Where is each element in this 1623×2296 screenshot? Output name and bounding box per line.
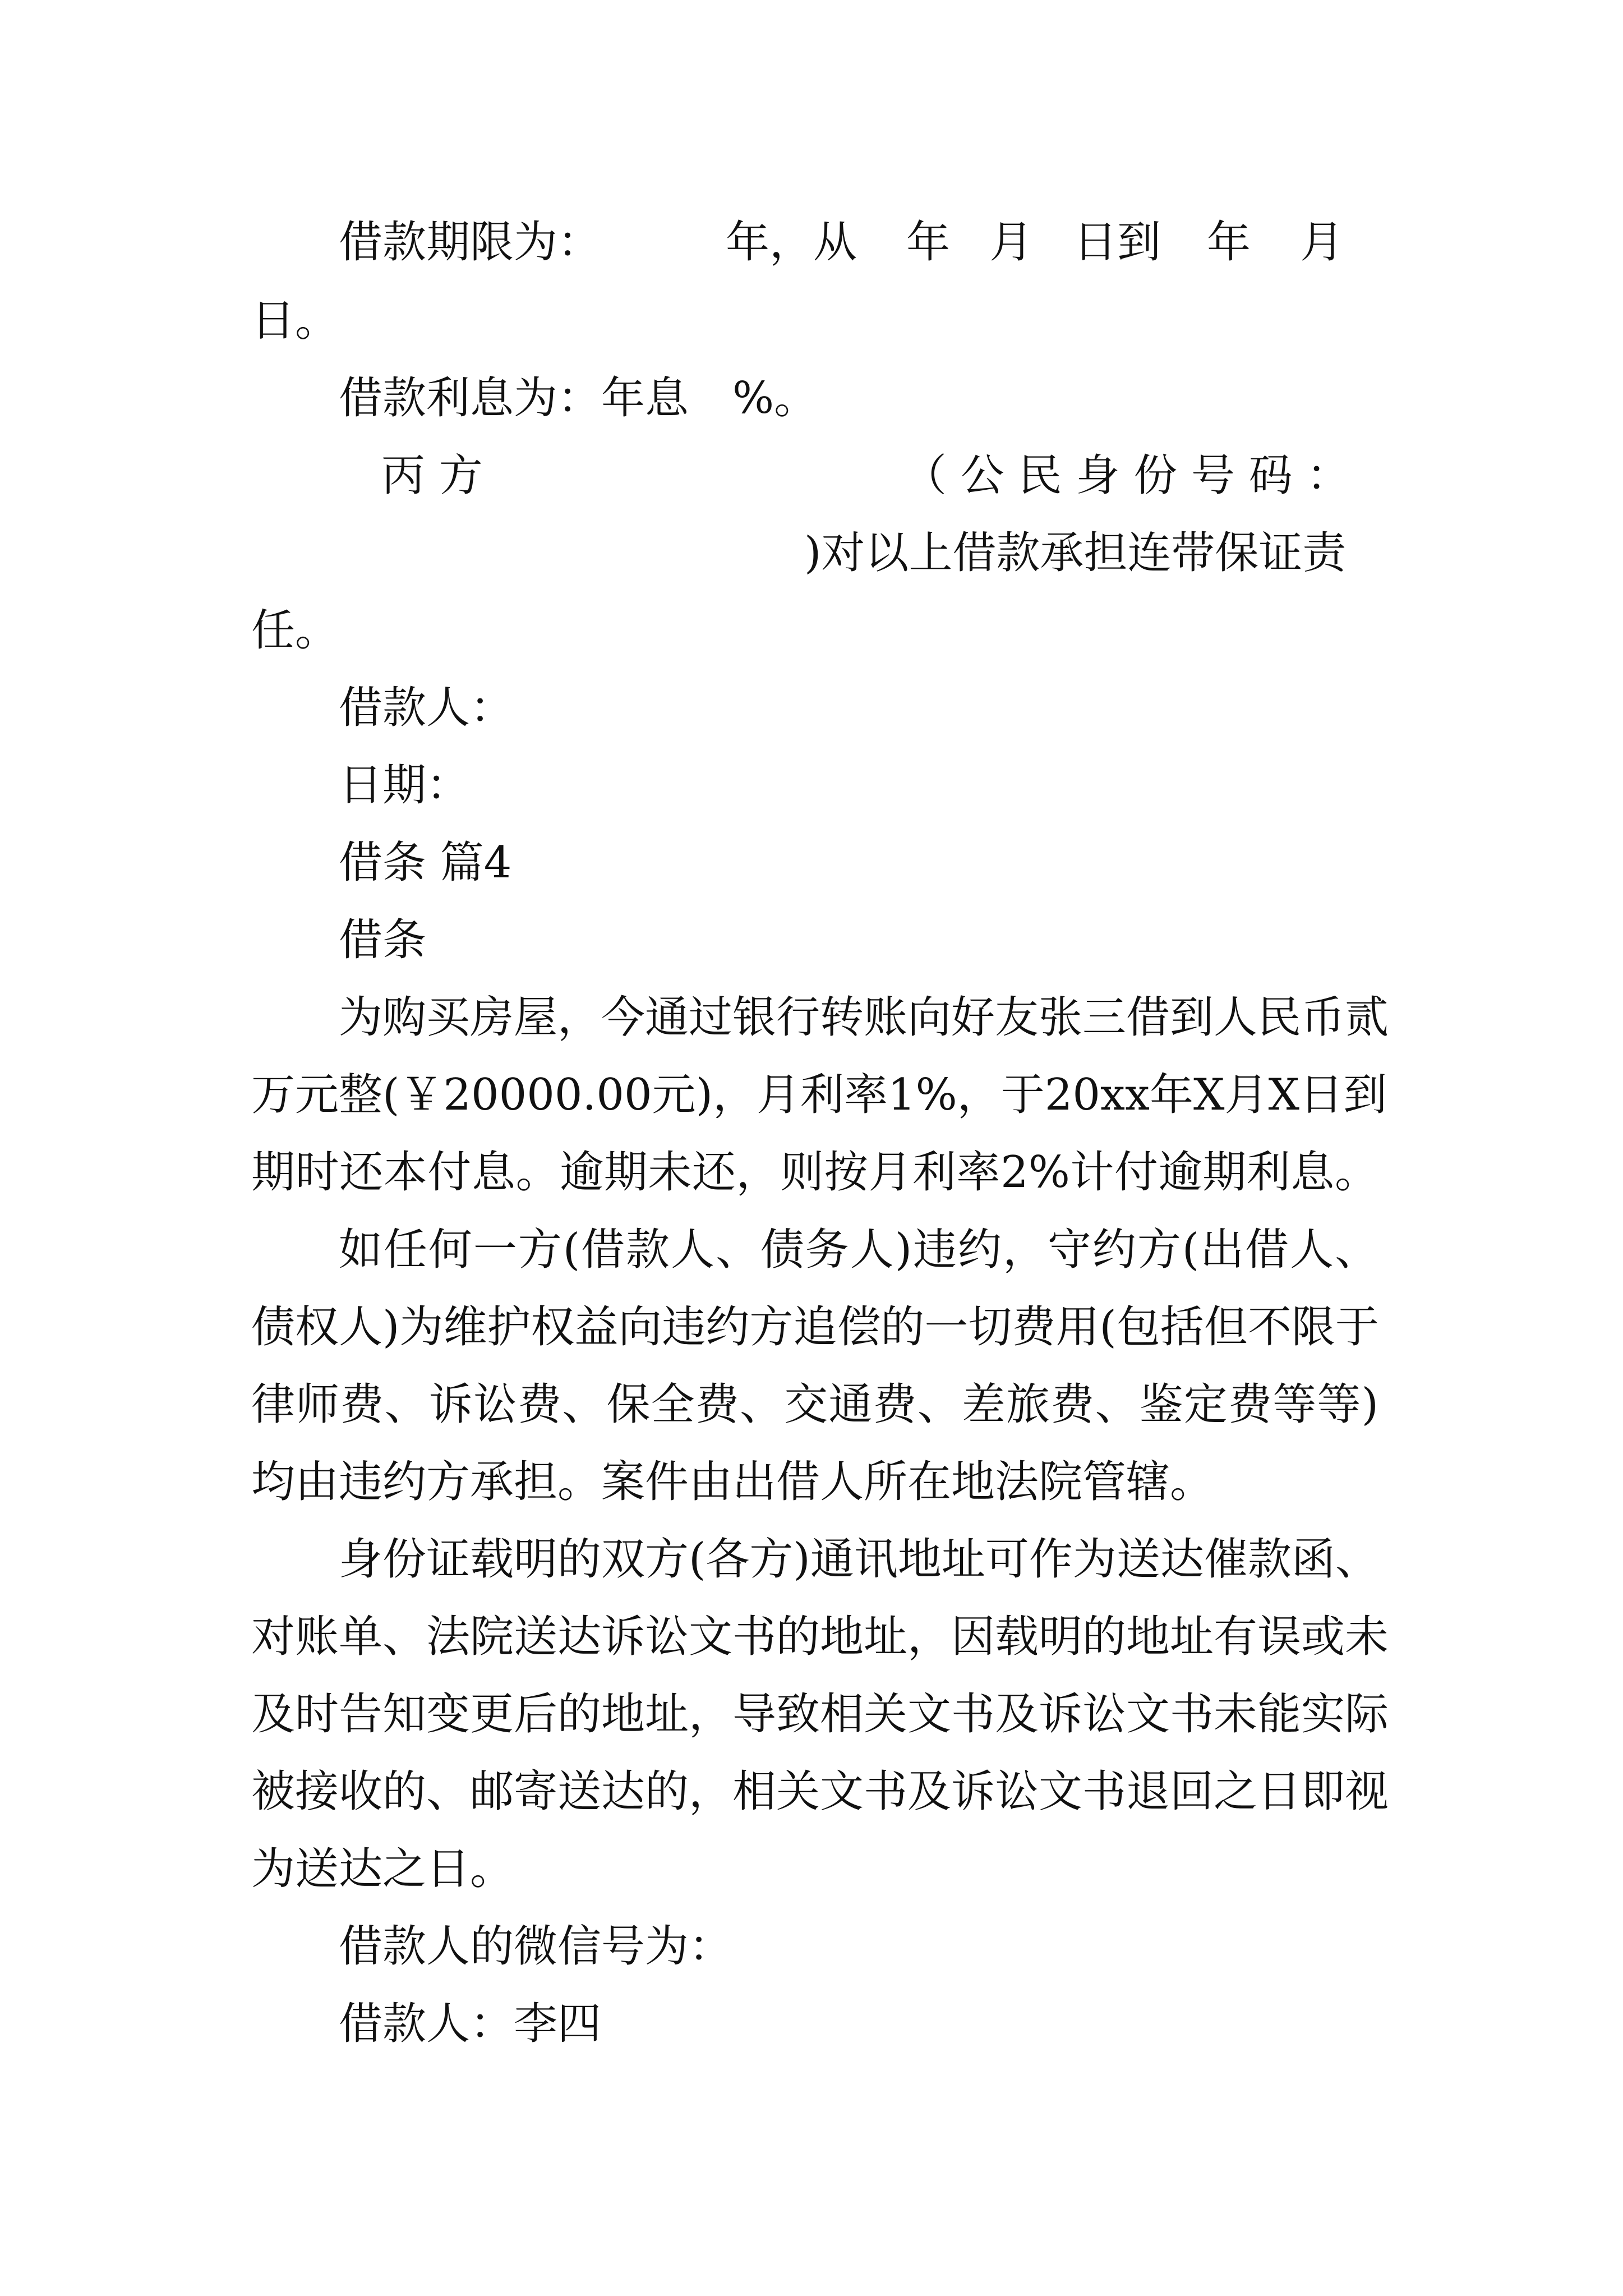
para2-line: 均由违约方承担。案件由出借人所在地法院管辖。 <box>251 1457 1214 1507</box>
para1-line: 万元整(￥20000.00元)，月利率1%，于20xx年X月X日到 <box>251 1070 1387 1120</box>
loan-term-start-year: 年 <box>906 217 951 268</box>
borrower-signature: 借款人：李四 <box>339 1999 602 2049</box>
para3-line: 对账单、法院送达诉讼文书的地址，因载明的地址有误或未 <box>251 1612 1389 1662</box>
interest-line: 借款利息为：年息 %。 <box>339 373 818 424</box>
para3-line: 为送达之日。 <box>251 1844 514 1894</box>
para3-line: 身份证载明的双方(各方)通讯地址可作为送达催款函、 <box>339 1534 1379 1585</box>
loan-term-end-day: 日。 <box>251 296 339 346</box>
para2-line: 律师费、诉讼费、保全费、交通费、差旅费、鉴定费等等) <box>251 1379 1378 1430</box>
loan-term-label: 借款期限为： <box>339 217 602 268</box>
para3-line: 被接收的、邮寄送达的，相关文书及诉讼文书退回之日即视 <box>251 1766 1389 1817</box>
wechat-label: 借款人的微信号为： <box>339 1921 733 1972</box>
guarantee-end: 任。 <box>251 605 339 656</box>
guarantor-id-label: （ 公 民 身 份 号 码 ： <box>903 450 1350 501</box>
para2-line: 债权人)为维护权益向违约方追偿的一切费用(包括但不限于 <box>251 1302 1379 1352</box>
document-title: 借条 <box>339 915 427 965</box>
date-label: 日期： <box>339 760 471 811</box>
loan-term-start-day: 日到 <box>1073 217 1161 268</box>
loan-term-year: 年，从 <box>726 217 857 268</box>
para1-line: 为购买房屋，今通过银行转账向好友张三借到人民币贰 <box>339 992 1389 1043</box>
guarantor-party: 丙 方 <box>381 450 483 501</box>
section-heading: 借条 篇4 <box>339 838 512 888</box>
para3-line: 及时告知变更后的地址，导致相关文书及诉讼文书未能实际 <box>251 1689 1389 1740</box>
guarantee-text: )对以上借款承担连带保证责 <box>804 528 1347 578</box>
para1-line: 期时还本付息。逾期未还，则按月利率2%计付逾期利息。 <box>251 1147 1378 1198</box>
borrower-label: 借款人： <box>339 683 514 733</box>
loan-term-end-month: 月 <box>1300 217 1344 268</box>
para2-line: 如任何一方(借款人、债务人)违约，守约方(出借人、 <box>339 1225 1378 1275</box>
loan-term-start-month: 月 <box>989 217 1034 268</box>
loan-term-end-year: 年 <box>1207 217 1251 268</box>
